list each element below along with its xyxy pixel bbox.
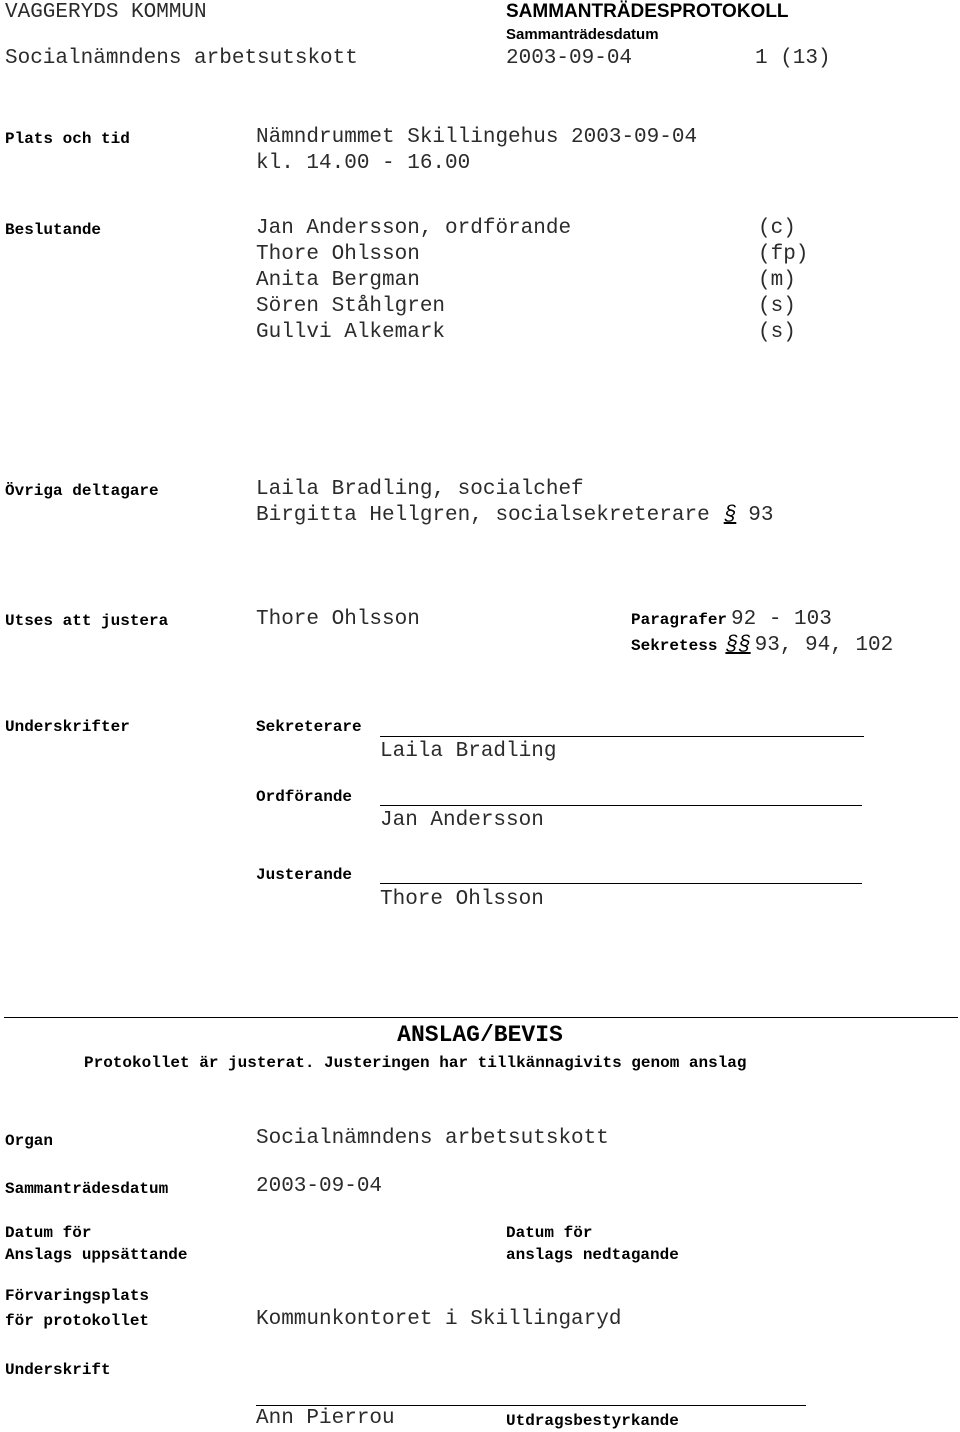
section-sign-icon: § — [723, 504, 737, 527]
secrecy — [631, 633, 893, 659]
place-time-line1: Nämndrummet Skillingehus 2003-09-04 — [256, 126, 698, 149]
place-time-line2: kl. 14.00 - 16.00 — [256, 152, 471, 175]
secrecy-label: Sekretess — [631, 637, 718, 655]
member-party: (s) — [758, 321, 796, 344]
secretary-label: Sekreterare — [256, 718, 362, 736]
removed-date-label: anslags nedtagande — [506, 1246, 679, 1264]
posted-date-label: Datum för — [5, 1224, 92, 1242]
signatures-label: Underskrifter — [5, 718, 130, 736]
organ-label: Organ — [5, 1132, 54, 1150]
section-sign-icon: §§ — [725, 634, 751, 657]
organ-value: Socialnämndens arbetsutskott — [256, 1127, 609, 1150]
secretary-name: Laila Bradling — [380, 740, 557, 763]
adjuster-name: Thore Ohlsson — [256, 608, 420, 631]
committee-name: Socialnämndens arbetsutskott — [5, 47, 358, 70]
notice-meeting-date-value: 2003-09-04 — [256, 1175, 383, 1198]
removed-date-label: Datum för — [506, 1224, 593, 1242]
storage-value: Kommunkontoret i Skillingaryd — [256, 1308, 622, 1331]
member-name: Jan Andersson, ordförande — [256, 217, 572, 240]
member-party: (fp) — [758, 243, 809, 266]
chair-name: Jan Andersson — [380, 809, 544, 832]
signature-label: Underskrift — [5, 1361, 111, 1379]
page-number: 1 (13) — [755, 47, 831, 70]
notice-title: ANSLAG/BEVIS — [397, 1022, 563, 1048]
meeting-date-label: Sammanträdesdatum — [506, 26, 659, 43]
divider — [4, 1017, 958, 1018]
member-party: (s) — [758, 295, 796, 318]
other-participants-label: Övriga deltagare — [5, 482, 159, 500]
adjuster-signature-name: Thore Ohlsson — [380, 888, 544, 911]
posted-date-label: Anslags uppsättande — [5, 1246, 188, 1264]
adjuster-signature-line — [380, 883, 862, 884]
paragraphs-value: 92 - 103 — [731, 608, 832, 631]
place-time-label: Plats och tid — [5, 130, 130, 148]
section-number: 93 — [748, 504, 774, 527]
document-type: SAMMANTRÄDESPROTOKOLL — [506, 1, 789, 22]
member-name: Thore Ohlsson — [256, 243, 420, 266]
signer-name: Ann Pierrou — [256, 1407, 395, 1430]
secrecy-value: 93, 94, 102 — [754, 634, 894, 657]
member-name: Sören Ståhlgren — [256, 295, 446, 318]
member-name: Gullvi Alkemark — [256, 321, 446, 344]
notice-subtitle: Protokollet är justerat. Justeringen har tillkännagivits genom anslag — [84, 1054, 747, 1072]
member-party: (c) — [758, 217, 796, 240]
other-participant: Laila Bradling, socialchef — [256, 478, 584, 501]
meeting-date: 2003-09-04 — [506, 47, 633, 70]
participant-text: Birgitta Hellgren, socialsekreterare — [256, 504, 710, 527]
secretary-signature-line — [380, 736, 864, 737]
adjuster-label: Utses att justera — [5, 612, 169, 630]
member-name: Anita Bergman — [256, 269, 420, 292]
municipality-name: VAGGERYDS KOMMUN — [5, 1, 207, 24]
certify-label: Utdragsbestyrkande — [506, 1412, 679, 1430]
paragraphs — [631, 607, 832, 633]
decision-makers-label: Beslutande — [5, 221, 102, 239]
member-party: (m) — [758, 269, 796, 292]
storage-label: för protokollet — [5, 1312, 150, 1330]
notice-meeting-date-label: Sammanträdesdatum — [5, 1180, 169, 1198]
chair-label: Ordförande — [256, 788, 353, 806]
chair-signature-line — [380, 805, 862, 806]
paragraphs-label: Paragrafer — [631, 611, 728, 629]
other-participant — [256, 503, 774, 529]
storage-label: Förvaringsplats — [5, 1287, 150, 1305]
adjuster-signature-label: Justerande — [256, 866, 353, 884]
